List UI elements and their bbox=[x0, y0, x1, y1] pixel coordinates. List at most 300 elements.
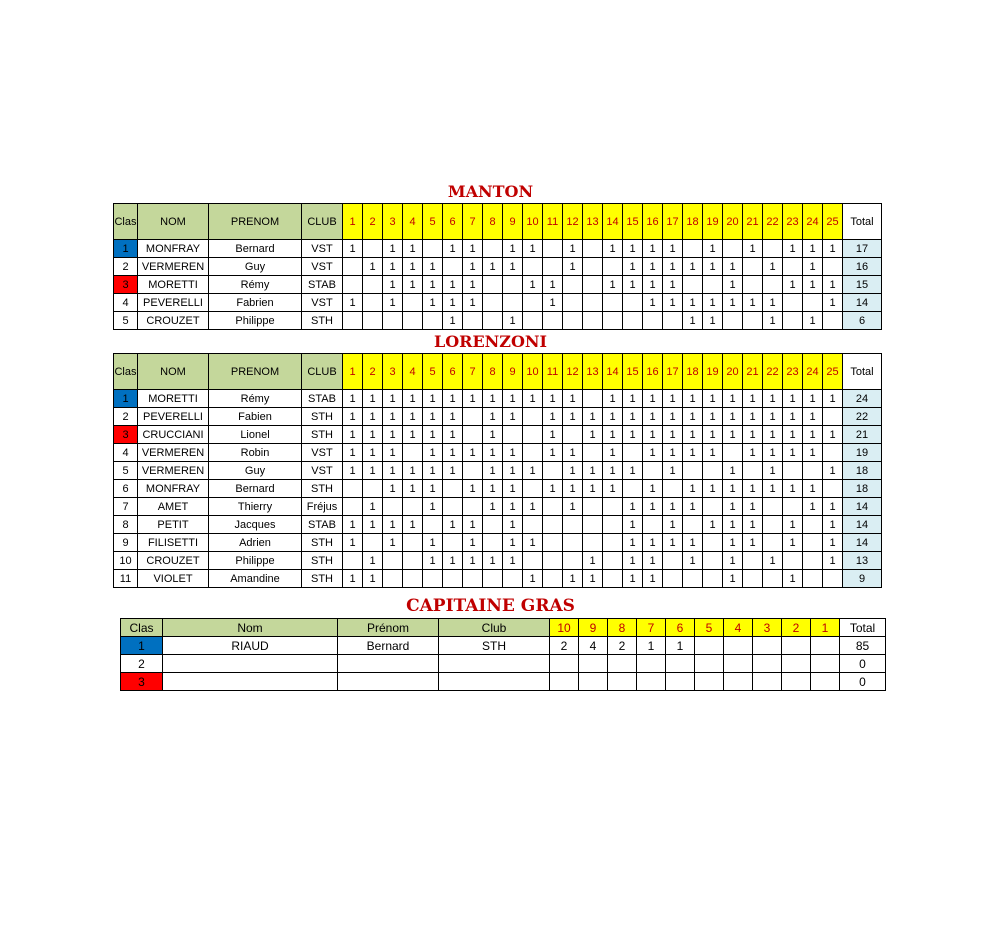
round-cell: 1 bbox=[483, 408, 503, 426]
prenom-cell: Philippe bbox=[209, 552, 302, 570]
round-header: 22 bbox=[763, 354, 783, 390]
header-row bbox=[114, 204, 882, 240]
round-cell: 1 bbox=[463, 516, 483, 534]
round-cell: 1 bbox=[763, 258, 783, 276]
nom-cell: PETIT bbox=[138, 516, 209, 534]
round-cell: 1 bbox=[443, 552, 463, 570]
nom-cell: CROUZET bbox=[138, 312, 209, 330]
round-cell: 1 bbox=[543, 276, 563, 294]
round-cell bbox=[563, 426, 583, 444]
round-cell: 1 bbox=[343, 408, 363, 426]
round-cell bbox=[363, 480, 383, 498]
table-row bbox=[114, 570, 882, 588]
round-cell: 1 bbox=[563, 444, 583, 462]
round-cell: 1 bbox=[823, 390, 843, 408]
points-count-cell bbox=[811, 673, 840, 691]
round-header: 13 bbox=[583, 354, 603, 390]
round-cell: 1 bbox=[783, 408, 803, 426]
round-cell: 1 bbox=[483, 480, 503, 498]
manton-table bbox=[113, 203, 882, 330]
round-cell: 1 bbox=[363, 552, 383, 570]
points-header: 2 bbox=[782, 619, 811, 637]
club-header: CLUB bbox=[302, 354, 343, 390]
round-cell: 1 bbox=[663, 498, 683, 516]
round-cell: 1 bbox=[643, 498, 663, 516]
total-cell: 13 bbox=[843, 552, 882, 570]
total-cell: 14 bbox=[843, 516, 882, 534]
points-count-cell bbox=[753, 655, 782, 673]
round-cell: 1 bbox=[623, 276, 643, 294]
club-cell: STH bbox=[302, 312, 343, 330]
round-cell bbox=[463, 462, 483, 480]
round-header: 18 bbox=[683, 204, 703, 240]
prenom-cell: Jacques bbox=[209, 516, 302, 534]
round-cell bbox=[523, 426, 543, 444]
round-cell: 1 bbox=[703, 426, 723, 444]
round-cell bbox=[363, 240, 383, 258]
round-cell bbox=[563, 276, 583, 294]
round-cell: 1 bbox=[743, 294, 763, 312]
round-header: 19 bbox=[703, 354, 723, 390]
points-count-cell bbox=[695, 655, 724, 673]
prenom-cell: Bernard bbox=[338, 637, 439, 655]
round-cell: 1 bbox=[503, 498, 523, 516]
prenom-cell bbox=[338, 673, 439, 691]
round-cell: 1 bbox=[743, 498, 763, 516]
round-cell bbox=[523, 294, 543, 312]
round-cell bbox=[583, 516, 603, 534]
round-cell: 1 bbox=[623, 498, 643, 516]
round-cell: 1 bbox=[743, 444, 763, 462]
round-cell: 1 bbox=[383, 444, 403, 462]
header-row bbox=[114, 354, 882, 390]
round-cell: 1 bbox=[643, 426, 663, 444]
round-cell bbox=[643, 516, 663, 534]
round-cell: 1 bbox=[343, 462, 363, 480]
round-cell: 1 bbox=[563, 570, 583, 588]
round-header: 10 bbox=[523, 204, 543, 240]
round-header: 7 bbox=[463, 354, 483, 390]
round-cell bbox=[743, 570, 763, 588]
round-header: 13 bbox=[583, 204, 603, 240]
round-cell bbox=[403, 552, 423, 570]
round-cell: 1 bbox=[683, 294, 703, 312]
round-cell: 1 bbox=[383, 276, 403, 294]
round-cell bbox=[483, 294, 503, 312]
points-count-cell bbox=[753, 637, 782, 655]
round-cell: 1 bbox=[503, 408, 523, 426]
prenom-header: PRENOM bbox=[209, 354, 302, 390]
round-cell: 1 bbox=[443, 276, 463, 294]
points-count-cell bbox=[579, 655, 608, 673]
round-cell bbox=[763, 240, 783, 258]
round-cell: 1 bbox=[363, 444, 383, 462]
round-cell: 1 bbox=[603, 444, 623, 462]
round-cell bbox=[803, 552, 823, 570]
round-cell: 1 bbox=[423, 480, 443, 498]
round-cell: 1 bbox=[723, 426, 743, 444]
round-cell: 1 bbox=[503, 390, 523, 408]
round-cell: 1 bbox=[603, 480, 623, 498]
round-cell: 1 bbox=[543, 294, 563, 312]
round-cell bbox=[523, 408, 543, 426]
round-cell: 1 bbox=[563, 408, 583, 426]
round-cell bbox=[823, 408, 843, 426]
round-cell: 1 bbox=[743, 390, 763, 408]
round-cell bbox=[783, 498, 803, 516]
round-header: 8 bbox=[483, 204, 503, 240]
prenom-cell: Adrien bbox=[209, 534, 302, 552]
round-cell: 1 bbox=[703, 258, 723, 276]
round-cell: 1 bbox=[603, 408, 623, 426]
total-cell: 85 bbox=[840, 637, 886, 655]
round-cell bbox=[543, 462, 563, 480]
round-header: 12 bbox=[563, 354, 583, 390]
round-cell: 1 bbox=[383, 240, 403, 258]
round-cell: 1 bbox=[663, 534, 683, 552]
round-cell bbox=[483, 534, 503, 552]
points-count-cell bbox=[608, 655, 637, 673]
round-cell bbox=[523, 480, 543, 498]
points-header: 6 bbox=[666, 619, 695, 637]
round-cell bbox=[483, 570, 503, 588]
round-cell: 1 bbox=[503, 258, 523, 276]
club-cell: VST bbox=[302, 294, 343, 312]
nom-cell: VERMEREN bbox=[138, 444, 209, 462]
round-cell bbox=[603, 516, 623, 534]
round-cell: 1 bbox=[643, 276, 663, 294]
points-count-cell bbox=[608, 673, 637, 691]
club-cell: VST bbox=[302, 444, 343, 462]
total-cell: 19 bbox=[843, 444, 882, 462]
round-cell: 1 bbox=[763, 408, 783, 426]
table-row bbox=[121, 673, 886, 691]
rank-cell: 4 bbox=[114, 294, 138, 312]
nom-cell bbox=[163, 673, 338, 691]
rank-cell: 2 bbox=[121, 655, 163, 673]
nom-cell: MORETTI bbox=[138, 390, 209, 408]
round-cell: 1 bbox=[723, 516, 743, 534]
round-cell: 1 bbox=[683, 552, 703, 570]
table-row bbox=[114, 516, 882, 534]
round-cell bbox=[483, 516, 503, 534]
round-cell: 1 bbox=[663, 258, 683, 276]
round-cell bbox=[823, 570, 843, 588]
round-cell: 1 bbox=[743, 534, 763, 552]
round-cell: 1 bbox=[503, 462, 523, 480]
round-cell: 1 bbox=[543, 408, 563, 426]
round-cell bbox=[643, 312, 663, 330]
round-cell: 1 bbox=[523, 570, 543, 588]
round-cell bbox=[383, 498, 403, 516]
round-cell: 1 bbox=[423, 426, 443, 444]
total-cell: 15 bbox=[843, 276, 882, 294]
round-cell: 1 bbox=[503, 312, 523, 330]
round-cell: 1 bbox=[643, 534, 663, 552]
round-cell: 1 bbox=[763, 294, 783, 312]
round-cell: 1 bbox=[383, 258, 403, 276]
round-cell bbox=[803, 534, 823, 552]
round-cell: 1 bbox=[363, 498, 383, 516]
rank-cell: 10 bbox=[114, 552, 138, 570]
round-cell: 1 bbox=[443, 294, 463, 312]
round-cell bbox=[543, 498, 563, 516]
round-cell bbox=[523, 516, 543, 534]
round-cell: 1 bbox=[703, 516, 723, 534]
round-cell: 1 bbox=[663, 390, 683, 408]
round-cell: 1 bbox=[803, 426, 823, 444]
round-cell bbox=[463, 408, 483, 426]
round-cell: 1 bbox=[663, 240, 683, 258]
round-cell: 1 bbox=[423, 534, 443, 552]
round-cell: 1 bbox=[663, 444, 683, 462]
round-cell bbox=[543, 516, 563, 534]
round-cell bbox=[463, 570, 483, 588]
round-cell: 1 bbox=[423, 552, 443, 570]
nom-cell bbox=[163, 655, 338, 673]
round-cell: 1 bbox=[723, 498, 743, 516]
round-cell bbox=[563, 312, 583, 330]
round-cell bbox=[443, 258, 463, 276]
round-cell bbox=[503, 570, 523, 588]
round-cell: 1 bbox=[463, 444, 483, 462]
nom-cell: AMET bbox=[138, 498, 209, 516]
points-count-cell bbox=[782, 673, 811, 691]
round-cell: 1 bbox=[363, 258, 383, 276]
round-cell bbox=[603, 258, 623, 276]
rank-cell: 1 bbox=[114, 390, 138, 408]
round-cell bbox=[543, 552, 563, 570]
total-cell: 24 bbox=[843, 390, 882, 408]
round-cell: 1 bbox=[803, 258, 823, 276]
round-cell: 1 bbox=[623, 390, 643, 408]
rank-cell: 4 bbox=[114, 444, 138, 462]
club-cell: STAB bbox=[302, 390, 343, 408]
round-cell: 1 bbox=[603, 390, 623, 408]
club-cell: STH bbox=[302, 552, 343, 570]
prenom-header: Prénom bbox=[338, 619, 439, 637]
round-cell bbox=[583, 534, 603, 552]
round-cell: 1 bbox=[343, 294, 363, 312]
round-cell bbox=[703, 552, 723, 570]
round-cell bbox=[423, 312, 443, 330]
round-cell bbox=[403, 498, 423, 516]
round-cell: 1 bbox=[503, 552, 523, 570]
round-cell: 1 bbox=[363, 408, 383, 426]
club-cell: STAB bbox=[302, 276, 343, 294]
round-cell: 1 bbox=[703, 294, 723, 312]
round-cell: 1 bbox=[363, 390, 383, 408]
round-cell bbox=[743, 258, 763, 276]
table-row bbox=[114, 480, 882, 498]
round-cell bbox=[603, 312, 623, 330]
total-cell: 6 bbox=[843, 312, 882, 330]
round-header: 21 bbox=[743, 354, 763, 390]
round-cell: 1 bbox=[563, 240, 583, 258]
round-cell: 1 bbox=[523, 498, 543, 516]
round-cell: 1 bbox=[383, 426, 403, 444]
round-cell bbox=[443, 498, 463, 516]
round-header: 24 bbox=[803, 204, 823, 240]
round-cell bbox=[783, 294, 803, 312]
round-cell bbox=[603, 534, 623, 552]
prenom-cell: Philippe bbox=[209, 312, 302, 330]
round-cell: 1 bbox=[463, 552, 483, 570]
points-count-cell bbox=[666, 655, 695, 673]
round-cell bbox=[683, 570, 703, 588]
round-cell: 1 bbox=[383, 516, 403, 534]
round-cell bbox=[463, 498, 483, 516]
round-cell: 1 bbox=[563, 258, 583, 276]
points-header: 7 bbox=[637, 619, 666, 637]
round-cell bbox=[823, 258, 843, 276]
round-cell: 1 bbox=[403, 408, 423, 426]
round-cell bbox=[703, 570, 723, 588]
round-cell: 1 bbox=[403, 258, 423, 276]
round-cell: 1 bbox=[763, 462, 783, 480]
nom-cell: PEVERELLI bbox=[138, 294, 209, 312]
points-count-cell bbox=[550, 655, 579, 673]
round-cell: 1 bbox=[483, 552, 503, 570]
round-cell bbox=[503, 276, 523, 294]
round-cell: 1 bbox=[503, 516, 523, 534]
table-row bbox=[114, 552, 882, 570]
round-header: 20 bbox=[723, 204, 743, 240]
round-cell: 1 bbox=[523, 462, 543, 480]
round-header: 14 bbox=[603, 354, 623, 390]
prenom-cell: Amandine bbox=[209, 570, 302, 588]
round-cell: 1 bbox=[643, 408, 663, 426]
round-cell: 1 bbox=[623, 258, 643, 276]
round-cell: 1 bbox=[423, 294, 443, 312]
round-cell bbox=[543, 240, 563, 258]
round-cell: 1 bbox=[403, 390, 423, 408]
round-header: 1 bbox=[343, 204, 363, 240]
round-cell bbox=[683, 276, 703, 294]
round-cell: 1 bbox=[643, 570, 663, 588]
club-header: CLUB bbox=[302, 204, 343, 240]
round-cell bbox=[423, 516, 443, 534]
round-cell bbox=[603, 552, 623, 570]
round-cell bbox=[723, 444, 743, 462]
rank-cell: 3 bbox=[114, 276, 138, 294]
round-cell: 1 bbox=[703, 390, 723, 408]
round-cell: 1 bbox=[403, 480, 423, 498]
table-row bbox=[114, 294, 882, 312]
total-cell: 14 bbox=[843, 498, 882, 516]
round-cell: 1 bbox=[363, 426, 383, 444]
round-cell bbox=[743, 276, 763, 294]
round-cell: 1 bbox=[743, 408, 763, 426]
capitaine-gras-table bbox=[120, 618, 886, 691]
round-header: 12 bbox=[563, 204, 583, 240]
club-cell: STAB bbox=[302, 516, 343, 534]
nom-cell: MONFRAY bbox=[138, 240, 209, 258]
round-cell bbox=[503, 294, 523, 312]
round-cell: 1 bbox=[723, 552, 743, 570]
round-header: 7 bbox=[463, 204, 483, 240]
round-cell: 1 bbox=[483, 498, 503, 516]
round-cell: 1 bbox=[623, 516, 643, 534]
points-count-cell bbox=[579, 673, 608, 691]
prenom-cell: Robin bbox=[209, 444, 302, 462]
round-cell: 1 bbox=[463, 480, 483, 498]
round-cell: 1 bbox=[383, 534, 403, 552]
round-cell bbox=[623, 444, 643, 462]
round-cell: 1 bbox=[783, 276, 803, 294]
round-cell: 1 bbox=[583, 462, 603, 480]
points-count-cell bbox=[753, 673, 782, 691]
round-cell: 1 bbox=[823, 498, 843, 516]
round-cell: 1 bbox=[523, 534, 543, 552]
round-cell: 1 bbox=[663, 276, 683, 294]
points-count-cell: 1 bbox=[666, 637, 695, 655]
total-cell: 18 bbox=[843, 480, 882, 498]
round-cell: 1 bbox=[483, 258, 503, 276]
nom-header: Nom bbox=[163, 619, 338, 637]
round-cell bbox=[823, 312, 843, 330]
round-cell bbox=[403, 534, 423, 552]
points-header: 1 bbox=[811, 619, 840, 637]
round-cell: 1 bbox=[803, 240, 823, 258]
nom-cell: CROUZET bbox=[138, 552, 209, 570]
round-header: 23 bbox=[783, 354, 803, 390]
round-cell: 1 bbox=[403, 276, 423, 294]
round-cell bbox=[663, 480, 683, 498]
total-cell: 21 bbox=[843, 426, 882, 444]
round-cell: 1 bbox=[463, 240, 483, 258]
points-header: 4 bbox=[724, 619, 753, 637]
points-count-cell bbox=[550, 673, 579, 691]
round-cell bbox=[463, 312, 483, 330]
clas-header: Clas bbox=[121, 619, 163, 637]
round-cell: 1 bbox=[603, 276, 623, 294]
round-cell bbox=[663, 552, 683, 570]
round-header: 17 bbox=[663, 204, 683, 240]
points-count-cell bbox=[666, 673, 695, 691]
table-row bbox=[114, 498, 882, 516]
round-cell: 1 bbox=[383, 480, 403, 498]
round-header: 2 bbox=[363, 204, 383, 240]
round-cell bbox=[483, 276, 503, 294]
round-cell: 1 bbox=[803, 498, 823, 516]
round-cell: 1 bbox=[523, 390, 543, 408]
round-header: 2 bbox=[363, 354, 383, 390]
round-header: 18 bbox=[683, 354, 703, 390]
round-header: 25 bbox=[823, 354, 843, 390]
round-cell: 1 bbox=[683, 390, 703, 408]
total-header: Total bbox=[843, 354, 882, 390]
points-count-cell bbox=[782, 637, 811, 655]
round-cell: 1 bbox=[463, 390, 483, 408]
round-cell: 1 bbox=[383, 462, 403, 480]
round-cell: 1 bbox=[423, 444, 443, 462]
round-cell: 1 bbox=[763, 390, 783, 408]
nom-cell: CRUCCIANI bbox=[138, 426, 209, 444]
table-row bbox=[114, 444, 882, 462]
round-cell bbox=[643, 462, 663, 480]
points-count-cell bbox=[695, 673, 724, 691]
round-cell: 1 bbox=[503, 240, 523, 258]
round-cell: 1 bbox=[483, 444, 503, 462]
points-count-cell: 2 bbox=[550, 637, 579, 655]
round-cell: 1 bbox=[703, 444, 723, 462]
round-cell: 1 bbox=[663, 462, 683, 480]
round-header: 5 bbox=[423, 354, 443, 390]
round-header: 16 bbox=[643, 204, 663, 240]
round-cell: 1 bbox=[543, 480, 563, 498]
rank-cell: 2 bbox=[114, 258, 138, 276]
